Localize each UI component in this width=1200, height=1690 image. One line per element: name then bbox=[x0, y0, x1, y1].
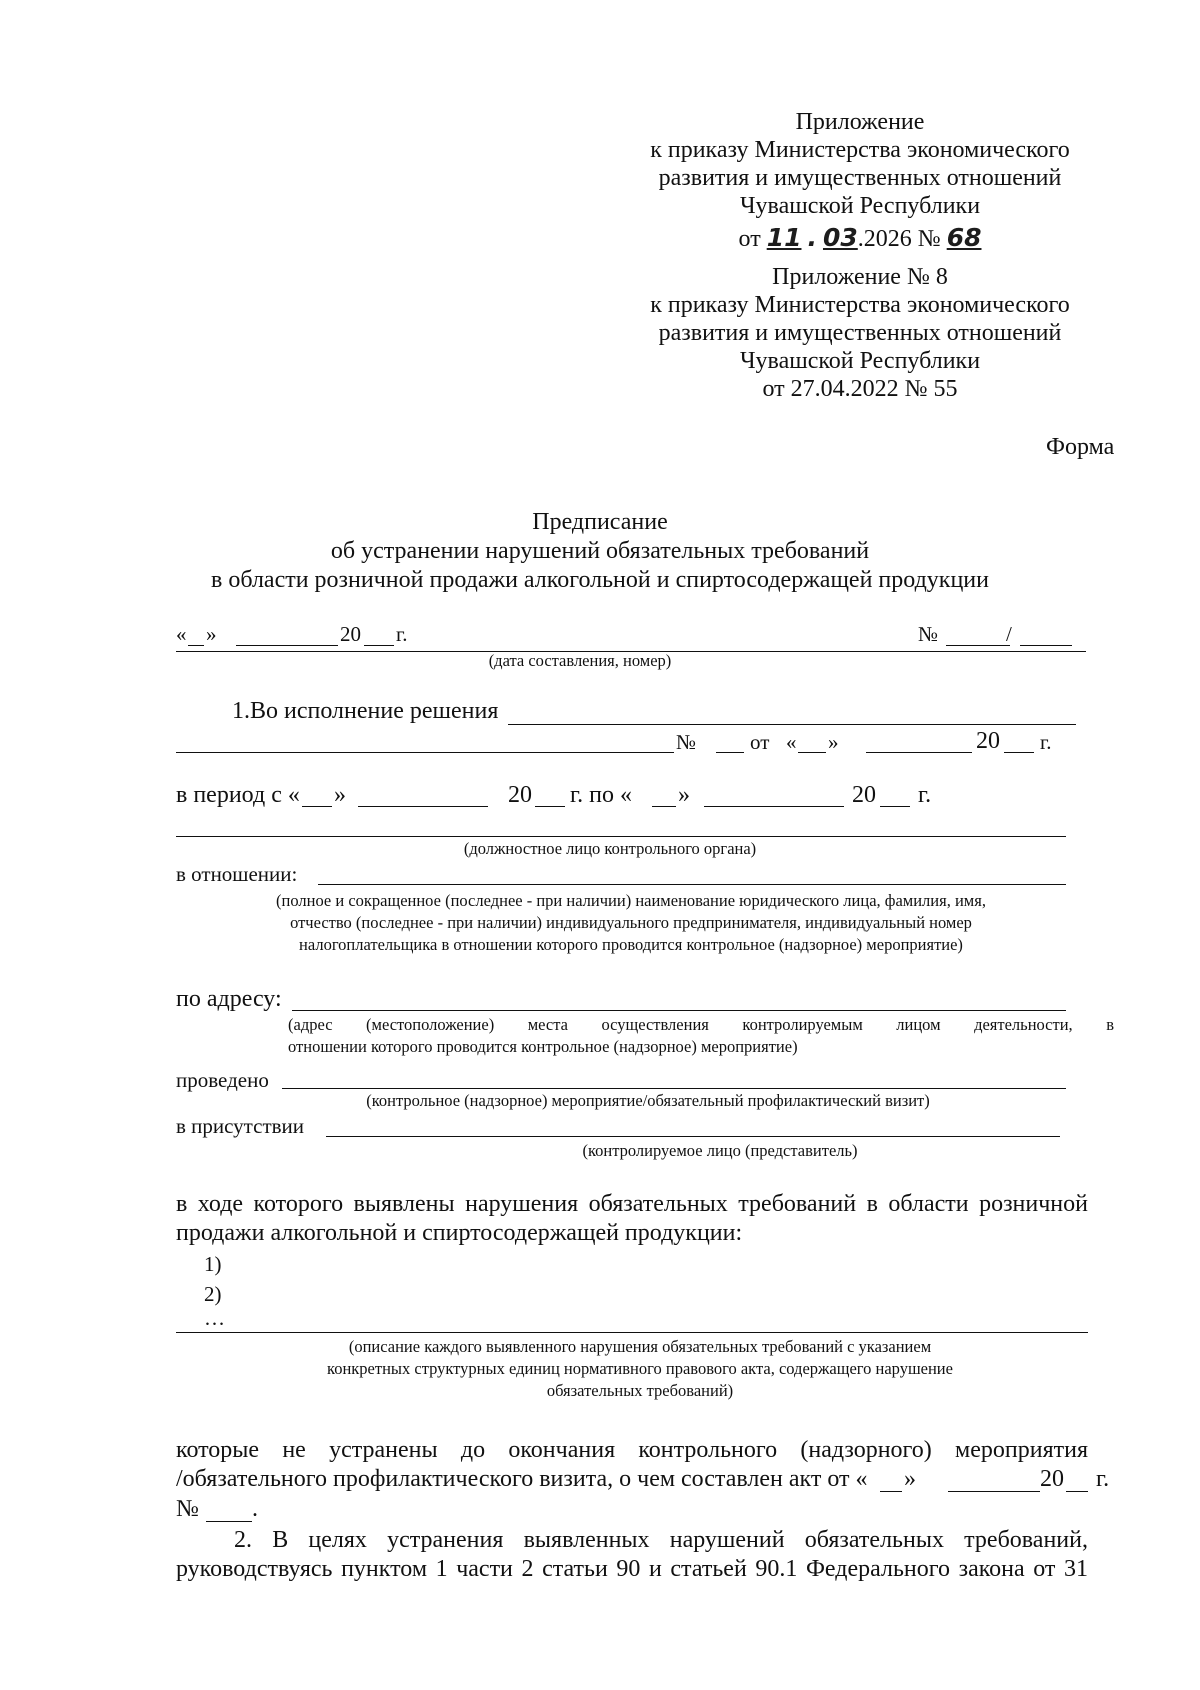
decision-number-blank[interactable] bbox=[716, 752, 744, 753]
approval2-title: Приложение № 8 bbox=[772, 264, 948, 290]
violations-blank[interactable] bbox=[176, 1332, 1088, 1333]
presence-label: в присутствии bbox=[176, 1114, 305, 1138]
conducted-blank[interactable] bbox=[282, 1088, 1066, 1089]
decision-label: 1.Во исполнение решения bbox=[232, 698, 499, 724]
decision-close-quote: » bbox=[828, 730, 839, 754]
period-close-quote-1: » bbox=[334, 782, 346, 808]
decision-year-blank[interactable] bbox=[1004, 752, 1034, 753]
act-close-quote: » bbox=[904, 1466, 916, 1492]
decision-from: от bbox=[750, 730, 770, 754]
act-month-blank[interactable] bbox=[948, 1491, 1040, 1492]
date-month-blank[interactable] bbox=[236, 645, 338, 646]
date-year: 20 bbox=[340, 622, 361, 646]
not-fixed-line-1: которые не устранены до окончания контрольного (надзорного) мероприятия bbox=[176, 1437, 1088, 1463]
presence-blank[interactable] bbox=[326, 1136, 1060, 1137]
period-day1-blank[interactable] bbox=[302, 806, 332, 807]
approval2-date-line: от 27.04.2022 № 55 bbox=[762, 376, 958, 402]
approval2-republic-line: Чувашской Республики bbox=[739, 348, 981, 374]
approval-year: .2026 № bbox=[857, 226, 941, 252]
decision-number-sign: № bbox=[676, 730, 697, 754]
number-blank-2[interactable] bbox=[1020, 645, 1072, 646]
decision-year-suffix: г. bbox=[1040, 730, 1052, 754]
act-number-end: . bbox=[252, 1496, 258, 1522]
period-close-quote-2: » bbox=[678, 782, 690, 808]
official-blank[interactable] bbox=[176, 836, 1066, 837]
period-month1-blank[interactable] bbox=[358, 806, 488, 807]
handwritten-separator: . bbox=[807, 223, 817, 252]
act-number-blank[interactable] bbox=[206, 1521, 252, 1522]
regarding-blank[interactable] bbox=[318, 884, 1066, 885]
date-open-quote: « bbox=[176, 622, 187, 646]
approval-republic-line: Чувашской Республики bbox=[739, 193, 981, 219]
regarding-label: в отношении: bbox=[176, 862, 298, 886]
violation-item-1: 1) bbox=[204, 1252, 222, 1276]
address-label: по адресу: bbox=[176, 986, 282, 1012]
approval-date-line: от 11 . 03.2026 № 68 bbox=[738, 223, 982, 252]
period-year2-blank[interactable] bbox=[880, 806, 910, 807]
violations-hint: (описание каждого выявленного нарушения обязательных требований с указанием конкретных структурных единиц нормативного правового акта, содержащего нарушение обязательных требований) bbox=[327, 1337, 953, 1400]
date-row-hint: (дата составления, номер) bbox=[488, 651, 672, 670]
violation-item-2: 2) bbox=[204, 1282, 222, 1306]
address-hint: (адрес (местоположение) места осуществления контролируемым лицом деятельности, в отношении которого проводится контрольное (надзорное) мероприятие) bbox=[288, 1015, 1114, 1056]
handwritten-month: 03 bbox=[822, 223, 858, 252]
conducted-label: проведено bbox=[176, 1068, 269, 1092]
act-year-blank[interactable] bbox=[1066, 1491, 1088, 1492]
title-scope: в области розничной продажи алкогольной и спиртосодержащей продукции bbox=[211, 567, 989, 593]
date-year-blank[interactable] bbox=[364, 645, 394, 646]
decision-blank-2[interactable] bbox=[176, 752, 674, 753]
title-main: Предписание bbox=[532, 509, 668, 535]
date-year-suffix: г. bbox=[396, 622, 408, 646]
number-blank-1[interactable] bbox=[946, 645, 1010, 646]
form-label: Форма bbox=[1046, 434, 1115, 460]
decision-year: 20 bbox=[976, 728, 1000, 754]
approval-block-original bbox=[640, 263, 1080, 403]
decision-day-blank[interactable] bbox=[798, 752, 826, 753]
approval-block-current bbox=[640, 108, 1080, 253]
regarding-hint: (полное и сокращенное (последнее - при наличии) наименование юридического лица, фамилия, имя, отчество (последнее - при наличии) индивидуального предпринимателя, индивидуальный номер налогоплательщика в отношении которого проводится контрольное (надзорное) мероприятие) bbox=[276, 891, 986, 954]
act-number-sign: № bbox=[176, 1496, 199, 1522]
date-day-blank[interactable] bbox=[188, 645, 204, 646]
item-2-paragraph: 2. В целях устранения выявленных нарушений обязательных требований, руководствуясь пунктом 1 части 2 статьи 90 и статьей 90.1 Федерального закона от 31 bbox=[176, 1527, 1088, 1582]
document-title bbox=[150, 508, 1050, 595]
period-year-2: 20 bbox=[852, 782, 876, 808]
period-year-1: 20 bbox=[508, 782, 532, 808]
violations-intro: в ходе которого выявлены нарушения обязательных требований в области розничной продажи алкогольной и спиртосодержащей продукции: bbox=[176, 1191, 1088, 1246]
act-year-suffix: г. bbox=[1096, 1466, 1110, 1492]
violation-item-ellipsis: … bbox=[204, 1306, 225, 1330]
date-close-quote: » bbox=[206, 622, 217, 646]
period-month2-blank[interactable] bbox=[704, 806, 844, 807]
act-year: 20 bbox=[1040, 1466, 1064, 1492]
approval2-ministry-line: развития и имущественных отношений bbox=[658, 320, 1062, 346]
not-fixed-line-2: /обязательного профилактического визита, о чем составлен акт от « bbox=[176, 1466, 868, 1492]
act-day-blank[interactable] bbox=[880, 1491, 902, 1492]
period-label: в период с « bbox=[176, 782, 300, 808]
decision-blank-1[interactable] bbox=[508, 724, 1076, 725]
conducted-hint: (контрольное (надзорное) мероприятие/обязательный профилактический визит) bbox=[366, 1091, 930, 1110]
decision-month-blank[interactable] bbox=[866, 752, 972, 753]
period-year1-blank[interactable] bbox=[535, 806, 565, 807]
handwritten-day: 11 bbox=[766, 223, 802, 252]
approval-ministry-line: развития и имущественных отношений bbox=[658, 165, 1062, 191]
number-slash: / bbox=[1006, 622, 1012, 646]
number-sign: № bbox=[918, 622, 939, 646]
approval2-order-line: к приказу Министерства экономического bbox=[650, 292, 1070, 318]
period-year-suffix: г. bbox=[918, 782, 932, 808]
official-hint: (должностное лицо контрольного органа) bbox=[463, 839, 757, 858]
decision-open-quote: « bbox=[786, 730, 797, 754]
period-to: г. по « bbox=[570, 782, 632, 808]
presence-hint: (контролируемое лицо (представитель) bbox=[582, 1141, 858, 1160]
address-blank[interactable] bbox=[292, 1010, 1066, 1011]
handwritten-number: 68 bbox=[946, 223, 982, 252]
title-subject: об устранении нарушений обязательных требований bbox=[330, 538, 870, 564]
approval-title: Приложение bbox=[795, 109, 925, 135]
approval-order-line: к приказу Министерства экономического bbox=[650, 137, 1070, 163]
period-day2-blank[interactable] bbox=[652, 806, 676, 807]
